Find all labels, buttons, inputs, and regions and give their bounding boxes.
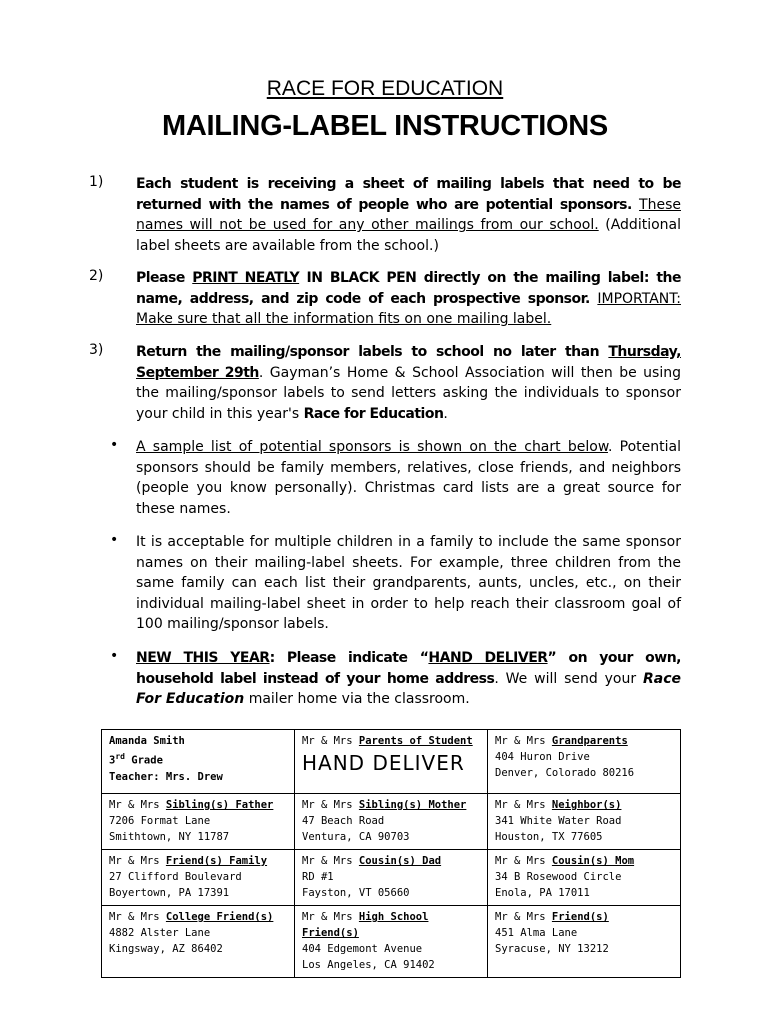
- label-cell: [295, 850, 488, 906]
- label-prefix: Mr & Mrs: [302, 911, 359, 923]
- label-line: [109, 853, 288, 869]
- bullet-body: [136, 437, 681, 519]
- label-relation: Grandparents: [551, 735, 628, 747]
- item-bold-text: Race for Education: [303, 405, 444, 422]
- item-bold-underlined-text: PRINT NEATLY: [192, 270, 300, 286]
- label-line: Houston, TX 77605: [495, 831, 603, 843]
- item-number: 1): [89, 174, 104, 190]
- bullet-bold-underlined-text: NEW THIS YEAR: [136, 650, 270, 666]
- item-underlined-text: IMPORTANT: Make sure that all the information fits on one mailing label.: [136, 290, 681, 327]
- label-relation: Friend(s) Family: [165, 855, 268, 867]
- label-cell: [295, 730, 488, 794]
- label-line: 341 White Water Road: [495, 815, 622, 827]
- label-line: 404 Edgemont Avenue: [302, 943, 423, 955]
- label-line: Enola, PA 17011: [495, 887, 590, 899]
- table-row: [102, 730, 681, 794]
- item-underlined-text: These names will not be used for any other mailings from our school.: [136, 196, 681, 233]
- label-line: [302, 733, 481, 749]
- label-line: 27 Clifford Boulevard: [109, 871, 242, 883]
- sample-labels-table: [101, 729, 681, 978]
- label-cell: [295, 906, 488, 978]
- item-text: .: [443, 405, 448, 422]
- label-line: 4882 Alster Lane: [109, 927, 211, 939]
- item-text: . Gayman’s Home & School Association will then be using the mailing/sponsor labels to send letters asking the individuals to sponsor your child in this year's: [136, 364, 681, 422]
- bullet-marker: •: [110, 532, 119, 548]
- label-line: [109, 749, 288, 769]
- bullet-marker: •: [110, 648, 119, 664]
- label-line: Boyertown, PA 17391: [109, 887, 230, 899]
- table-row: [102, 850, 681, 906]
- table-row: [102, 906, 681, 978]
- label-prefix: Mr & Mrs: [302, 855, 359, 867]
- label-relation: Sibling(s) Mother: [358, 799, 467, 811]
- bullet-body: [136, 648, 681, 710]
- item-body: [136, 342, 681, 424]
- grade-suffix: rd: [115, 752, 125, 761]
- label-prefix: Mr & Mrs: [495, 735, 552, 747]
- document-title: MAILING-LABEL INSTRUCTIONS: [162, 110, 608, 142]
- item-number: 3): [89, 342, 104, 358]
- bullet-bold-italic-text: Race For Education: [136, 670, 681, 707]
- label-line: [109, 909, 288, 925]
- label-line: Syracuse, NY 13212: [495, 943, 609, 955]
- label-line: [495, 853, 674, 869]
- label-prefix: Mr & Mrs: [109, 911, 166, 923]
- label-line: 7206 Format Lane: [109, 815, 211, 827]
- label-line: 451 Alma Lane: [495, 927, 578, 939]
- bullet-body: [136, 532, 681, 635]
- bullet-text: . We will send your: [494, 670, 643, 687]
- label-line: [302, 797, 481, 813]
- label-line: [109, 797, 288, 813]
- label-relation: Cousin(s) Mom: [551, 855, 635, 867]
- label-line: [302, 853, 481, 869]
- item-bold-underlined-text: Thursday, September 29th: [136, 344, 681, 381]
- label-prefix: Mr & Mrs: [109, 799, 166, 811]
- item-bold-text: Please: [136, 270, 193, 286]
- label-cell: [488, 730, 681, 794]
- item-bold-text: Return the mailing/sponsor labels to school no later than: [136, 344, 609, 360]
- item-text: (Additional label sheets are available from the school.): [136, 217, 681, 254]
- label-line: Fayston, VT 05660: [302, 887, 410, 899]
- bullet-text: mailer home via the classroom.: [244, 691, 470, 707]
- label-cell: [488, 794, 681, 850]
- label-prefix: Mr & Mrs: [495, 855, 552, 867]
- label-line: 47 Beach Road: [302, 815, 385, 827]
- label-relation: High School Friend(s): [302, 911, 429, 939]
- label-cell: [488, 906, 681, 978]
- label-line: [302, 909, 481, 941]
- label-line: Denver, Colorado 80216: [495, 767, 635, 779]
- bullet-text: It is acceptable for multiple children in a family to include the same sponsor names on their mailing-label sheets. For example, three children from the same family can each list their grandparents, aunts, uncles, etc., on their individual mailing-label sheet in order to help reach their classroom goal of 100 mailing/sponsor labels.: [136, 534, 681, 632]
- bullet-bold-underlined-text: HAND DELIVER: [428, 650, 548, 666]
- label-prefix: Mr & Mrs: [495, 799, 552, 811]
- label-prefix: Mr & Mrs: [302, 799, 359, 811]
- label-line: 34 B Rosewood Circle: [495, 871, 622, 883]
- label-line: Los Angeles, CA 91402: [302, 959, 435, 971]
- label-cell: [102, 794, 295, 850]
- label-prefix: Mr & Mrs: [495, 911, 552, 923]
- label-prefix: Mr & Mrs: [302, 735, 359, 747]
- table-row: [102, 794, 681, 850]
- label-line: [495, 733, 674, 749]
- item-bold-text: IN BLACK PEN directly on the mailing label: the name, address, and zip code of each prospective sponsor.: [136, 270, 681, 307]
- grade-number: 3: [109, 754, 116, 767]
- item-number: 2): [89, 268, 104, 284]
- label-line: Smithtown, NY 11787: [109, 831, 230, 843]
- label-line: [495, 909, 674, 925]
- label-line: Kingsway, AZ 86402: [109, 943, 223, 955]
- label-relation: Parents of Student: [358, 735, 473, 747]
- label-relation: Neighbor(s): [551, 799, 622, 811]
- label-prefix: Mr & Mrs: [109, 855, 166, 867]
- bullet-bold-text: ” on your own, household label instead of your home address: [136, 650, 681, 687]
- label-cell: [102, 850, 295, 906]
- label-line: RD #1: [302, 871, 334, 883]
- label-relation: Sibling(s) Father: [165, 799, 274, 811]
- label-line: [495, 797, 674, 813]
- bullet-text: . Potential sponsors should be family members, relatives, close friends, and neighbors (people you know personally). Christmas card lists are a great source for these names.: [136, 439, 681, 517]
- item-body: [136, 268, 681, 330]
- label-cell: [102, 906, 295, 978]
- document-subtitle: RACE FOR EDUCATION: [266, 77, 504, 100]
- label-line: Ventura, CA 90703: [302, 831, 410, 843]
- item-bold-text: Each student is receiving a sheet of mailing labels that need to be returned with the names of people who are potential sponsors.: [136, 176, 681, 213]
- label-line: Amanda Smith: [109, 735, 185, 747]
- label-relation: College Friend(s): [165, 911, 274, 923]
- label-cell: [488, 850, 681, 906]
- bullet-underlined-text: A sample list of potential sponsors is shown on the chart below: [136, 439, 608, 455]
- bullet-marker: •: [110, 437, 119, 453]
- item-body: [136, 174, 681, 256]
- label-line: 404 Huron Drive: [495, 751, 590, 763]
- label-relation: Friend(s): [551, 911, 609, 923]
- grade-word: Grade: [124, 754, 163, 767]
- label-cell: [102, 730, 295, 794]
- label-relation: Cousin(s) Dad: [358, 855, 442, 867]
- bullet-bold-text: : Please indicate “: [269, 650, 429, 666]
- label-cell: [295, 794, 488, 850]
- label-line: Teacher: Mrs. Drew: [109, 770, 223, 783]
- hand-deliver-text: HAND DELIVER: [302, 751, 465, 775]
